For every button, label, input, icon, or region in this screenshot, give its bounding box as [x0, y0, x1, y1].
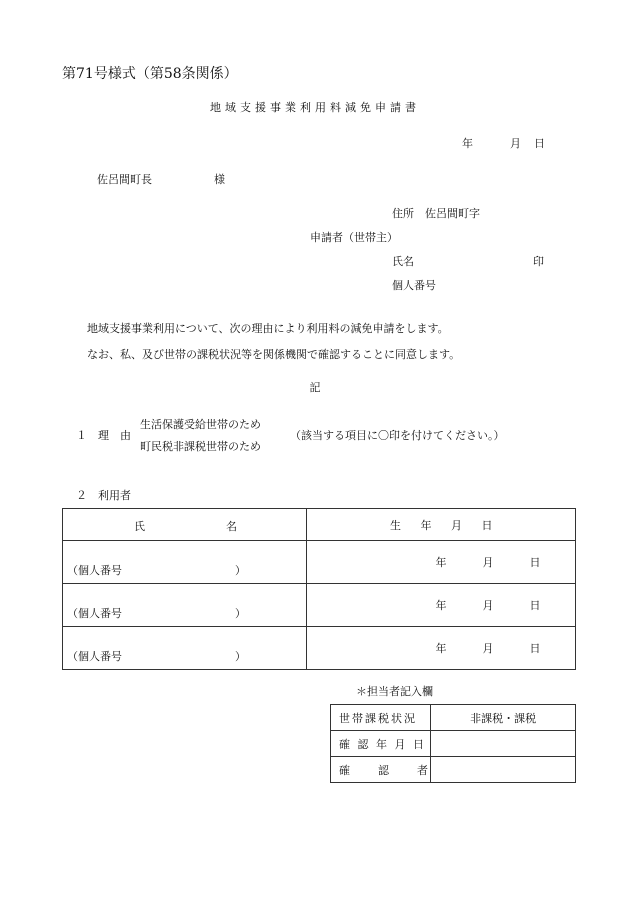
table-row [63, 541, 576, 584]
document-title: 地域支援事業利用料減免申請書 [210, 101, 420, 114]
staff-section-title: ＊担当者記入欄 [356, 685, 433, 698]
table-row [331, 705, 576, 731]
header-name-2: 名 [226, 520, 237, 533]
user-dob-cell[interactable] [307, 627, 576, 670]
ki-heading: 記 [309, 381, 321, 394]
dob-year: 年 [435, 556, 447, 569]
header-dob-1: 生 [389, 518, 401, 532]
user-name-cell[interactable] [63, 541, 307, 584]
header-dob-2: 年 [420, 518, 432, 532]
header-name-cell [63, 509, 307, 541]
dob-month: 月 [482, 642, 494, 655]
table-row [331, 757, 576, 783]
staff-value-tax-status[interactable]: 非課税・課税 [431, 705, 576, 731]
reason-option-tax-exempt: 町民税非課税世帯のため [140, 440, 261, 453]
user-name-cell[interactable] [63, 584, 307, 627]
date-year: 年 [462, 137, 473, 150]
table-row [63, 584, 576, 627]
dob-day: 日 [529, 642, 541, 655]
my-number-open: （個人番号 [67, 564, 122, 577]
form-number: 第71号様式（第58条関係） [62, 66, 238, 82]
my-number-close: ） [235, 650, 246, 663]
applicant-name-label: 氏名 [392, 255, 414, 268]
body-text-line-2: なお、私、及び世帯の課税状況等を関係機関で確認することに同意します。 [87, 348, 461, 361]
table-row [63, 627, 576, 670]
header-dob-4: 日 [481, 518, 493, 532]
date-line [462, 135, 545, 151]
addressee-honorific: 様 [214, 173, 225, 186]
dob-year: 年 [435, 599, 447, 612]
my-number-close: ） [235, 607, 246, 620]
users-section-label: ２ 利用者 [76, 489, 131, 502]
applicant-address-label: 住所 佐呂間町字 [392, 207, 480, 220]
user-dob-cell[interactable] [307, 541, 576, 584]
staff-value-confirmer[interactable] [431, 757, 576, 783]
staff-label-confirmer: 確 認 者 [331, 757, 431, 783]
dob-month: 月 [482, 599, 494, 612]
dob-month: 月 [482, 556, 494, 569]
staff-value-confirm-date[interactable] [431, 731, 576, 757]
applicant-role-label: 申請者（世帯主） [310, 231, 398, 244]
user-name-cell[interactable] [63, 627, 307, 670]
date-day: 日 [534, 137, 545, 150]
staff-table [330, 704, 576, 783]
header-dob-3: 月 [450, 518, 462, 532]
staff-label-confirm-date: 確 認 年 月 日 [331, 731, 431, 757]
body-text-line-1: 地域支援事業利用について、次の理由により利用料の減免申請をします。 [87, 322, 449, 335]
header-dob-cell [307, 509, 576, 541]
reason-option-welfare: 生活保護受給世帯のため [140, 418, 261, 431]
seal-mark: 印 [533, 255, 544, 268]
my-number-open: （個人番号 [67, 607, 122, 620]
dob-day: 日 [529, 599, 541, 612]
dob-year: 年 [435, 642, 447, 655]
reason-label: １ 理 由 [76, 429, 131, 442]
reason-note: （該当する項目に〇印を付けてください。） [290, 429, 505, 442]
my-number-open: （個人番号 [67, 650, 122, 663]
staff-label-tax-status: 世帯課税状況 [331, 705, 431, 731]
dob-day: 日 [529, 556, 541, 569]
header-name-1: 氏 [134, 520, 145, 533]
users-table [62, 508, 576, 670]
user-dob-cell[interactable] [307, 584, 576, 627]
my-number-close: ） [235, 564, 246, 577]
table-row [331, 731, 576, 757]
date-month: 月 [510, 137, 521, 150]
users-header-row [63, 509, 576, 541]
applicant-my-number-label: 個人番号 [392, 279, 436, 292]
addressee-name: 佐呂間町長 [97, 173, 152, 186]
